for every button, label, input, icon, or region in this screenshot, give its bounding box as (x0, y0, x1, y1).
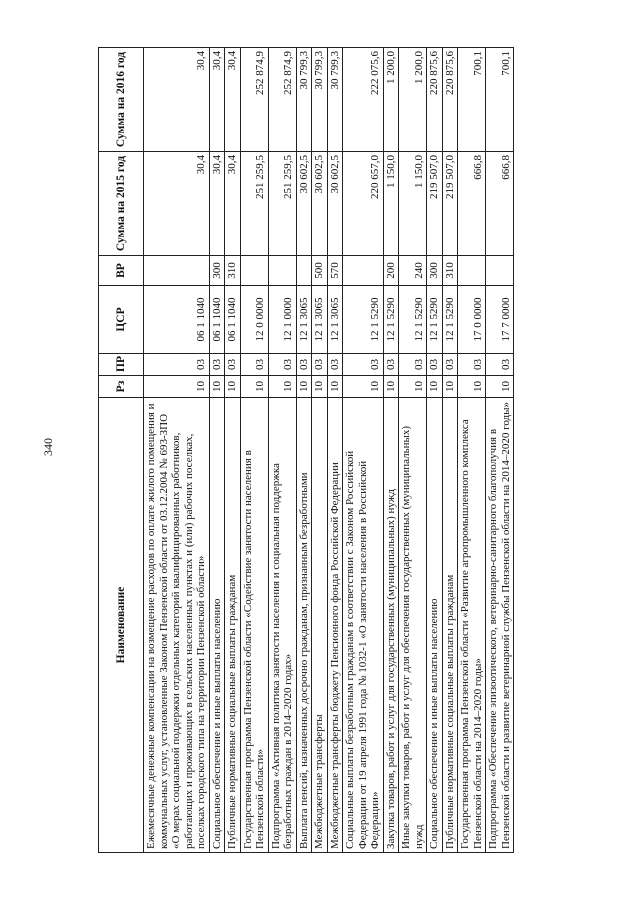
cell-sum-2016: 220 875,6 (442, 48, 458, 152)
cell-csr: 12 1 3065 (312, 286, 328, 354)
header-sum-2016: Сумма на 2016 год (99, 48, 144, 152)
table-row (268, 48, 296, 853)
cell-name: Межбюджетные трансферты (312, 398, 328, 853)
cell-name: Закупка товаров, работ и услуг для государственных (муниципальных) нужд (383, 398, 399, 853)
cell-rz: 10 (486, 376, 514, 398)
cell-sum-2015: 251 259,5 (240, 152, 268, 256)
cell-vr (458, 256, 486, 286)
cell-sum-2015: 666,8 (458, 152, 486, 256)
cell-rz: 10 (240, 376, 268, 398)
table-row (442, 48, 458, 853)
cell-sum-2015: 219 507,0 (442, 152, 458, 256)
cell-pr: 03 (343, 354, 384, 376)
cell-csr: 17 7 0000 (486, 286, 514, 354)
cell-csr: 12 1 5290 (427, 286, 443, 354)
cell-sum-2016: 222 075,6 (343, 48, 384, 152)
cell-name: Подпрограмма «Активная политика занятости населения и социальная поддержка безработных граждан в 2014–2020 годах» (268, 398, 296, 853)
cell-pr: 03 (383, 354, 399, 376)
cell-csr: 06 1 1040 (144, 286, 210, 354)
cell-sum-2016: 252 874,9 (268, 48, 296, 152)
cell-vr: 240 (399, 256, 427, 286)
cell-sum-2015: 1 150,0 (383, 152, 399, 256)
cell-vr (240, 256, 268, 286)
cell-sum-2016: 700,1 (486, 48, 514, 152)
cell-sum-2016: 30,4 (144, 48, 210, 152)
cell-name: Публичные нормативные социальные выплаты гражданам (442, 398, 458, 853)
cell-vr: 310 (225, 256, 241, 286)
header-vr: ВР (99, 256, 144, 286)
cell-vr: 300 (427, 256, 443, 286)
cell-sum-2016: 252 874,9 (240, 48, 268, 152)
cell-rz: 10 (327, 376, 343, 398)
cell-sum-2016: 30 799,3 (296, 48, 312, 152)
table-row (296, 48, 312, 853)
table-row (486, 48, 514, 853)
cell-rz: 10 (296, 376, 312, 398)
cell-csr: 06 1 1040 (209, 286, 225, 354)
cell-vr (486, 256, 514, 286)
header-rz: Рз (99, 376, 144, 398)
cell-sum-2015: 30,4 (225, 152, 241, 256)
cell-rz: 10 (225, 376, 241, 398)
cell-name: Межбюджетные трансферты бюджету Пенсионного фонда Российской Федерации (327, 398, 343, 853)
cell-csr: 12 1 0000 (268, 286, 296, 354)
cell-csr: 06 1 1040 (225, 286, 241, 354)
table-row (209, 48, 225, 853)
cell-pr: 03 (209, 354, 225, 376)
table-row (343, 48, 384, 853)
cell-csr: 12 1 5290 (343, 286, 384, 354)
table-row (144, 48, 210, 853)
cell-name: Выплата пенсий, назначенных досрочно гражданам, признанным безработными (296, 398, 312, 853)
cell-name: Социальные выплаты безработным гражданам в соответствии с Законом Российской Федерации от 19 апреля 1991 года № 1032-1 «О занятости населения в Российской Федерации» (343, 398, 384, 853)
table-row (312, 48, 328, 853)
cell-rz: 10 (383, 376, 399, 398)
cell-pr: 03 (442, 354, 458, 376)
cell-vr: 500 (312, 256, 328, 286)
cell-sum-2016: 700,1 (458, 48, 486, 152)
cell-sum-2016: 1 200,0 (399, 48, 427, 152)
cell-csr: 12 0 0000 (240, 286, 268, 354)
cell-pr: 03 (240, 354, 268, 376)
table-row (458, 48, 486, 853)
cell-sum-2015: 220 657,0 (343, 152, 384, 256)
cell-pr: 03 (225, 354, 241, 376)
budget-table (98, 47, 514, 853)
cell-sum-2015: 251 259,5 (268, 152, 296, 256)
cell-name: Социальное обеспечение и иные выплаты населению (209, 398, 225, 853)
cell-pr: 03 (327, 354, 343, 376)
header-pr: ПР (99, 354, 144, 376)
cell-sum-2015: 30,4 (144, 152, 210, 256)
cell-csr: 12 1 3065 (296, 286, 312, 354)
cell-csr: 12 1 5290 (442, 286, 458, 354)
cell-rz: 10 (343, 376, 384, 398)
table-row (240, 48, 268, 853)
cell-csr: 12 1 5290 (399, 286, 427, 354)
cell-rz: 10 (144, 376, 210, 398)
cell-rz: 10 (427, 376, 443, 398)
page-number: 340 (41, 438, 55, 456)
cell-csr: 12 1 3065 (327, 286, 343, 354)
rotated-table-container (98, 48, 551, 853)
cell-name: Государственная программа Пензенской области «Содействие занятости населения в Пензенской области» (240, 398, 268, 853)
header-csr: ЦСР (99, 286, 144, 354)
cell-vr (296, 256, 312, 286)
cell-vr (144, 256, 210, 286)
cell-pr: 03 (458, 354, 486, 376)
cell-pr: 03 (399, 354, 427, 376)
cell-vr (343, 256, 384, 286)
cell-sum-2016: 30 799,3 (312, 48, 328, 152)
cell-rz: 10 (458, 376, 486, 398)
table-row (327, 48, 343, 853)
cell-name: Ежемесячные денежные компенсации на возмещение расходов по оплате жилого помещения и коммунальных услуг, установленные Законом Пензенской области от 03.12.2004 № 693-ЗПО «О мерах социальной поддержки отдельных категорий квалифицированных работников, работающих и проживающих в сельских населенных пунктах и (или) рабочих поселках, поселках городского типа на территории Пензенской области» (144, 398, 210, 853)
table-row (383, 48, 399, 853)
cell-sum-2015: 30 602,5 (327, 152, 343, 256)
table-row (399, 48, 427, 853)
cell-sum-2015: 30 602,5 (296, 152, 312, 256)
cell-vr: 570 (327, 256, 343, 286)
cell-csr: 12 1 5290 (383, 286, 399, 354)
cell-vr: 200 (383, 256, 399, 286)
cell-sum-2015: 219 507,0 (427, 152, 443, 256)
cell-sum-2015: 666,8 (486, 152, 514, 256)
cell-pr: 03 (486, 354, 514, 376)
table-row (427, 48, 443, 853)
cell-name: Публичные нормативные социальные выплаты гражданам (225, 398, 241, 853)
cell-vr (268, 256, 296, 286)
cell-sum-2016: 30,4 (209, 48, 225, 152)
cell-name: Социальное обеспечение и иные выплаты населению (427, 398, 443, 853)
cell-pr: 03 (296, 354, 312, 376)
cell-name: Иные закупки товаров, работ и услуг для обеспечения государственных (муниципальных) нужд (399, 398, 427, 853)
cell-rz: 10 (442, 376, 458, 398)
cell-vr: 300 (209, 256, 225, 286)
cell-sum-2016: 30,4 (225, 48, 241, 152)
cell-name: Государственная программа Пензенской области «Развитие агропромышленного комплекса Пензенской области на 2014–2020 годы» (458, 398, 486, 853)
table-row (225, 48, 241, 853)
cell-rz: 10 (268, 376, 296, 398)
cell-rz: 10 (399, 376, 427, 398)
cell-sum-2016: 220 875,6 (427, 48, 443, 152)
cell-sum-2016: 30 799,3 (327, 48, 343, 152)
cell-sum-2015: 30,4 (209, 152, 225, 256)
cell-vr: 310 (442, 256, 458, 286)
cell-name: Подпрограмма «Обеспечение эпизоотического, ветеринарно-санитарного благополучия в Пензенской области и развитие ветеринарной службы Пензенской области на 2014–2020 годы» (486, 398, 514, 853)
cell-pr: 03 (144, 354, 210, 376)
table-header-row (99, 48, 144, 853)
cell-sum-2016: 1 200,0 (383, 48, 399, 152)
cell-sum-2015: 30 602,5 (312, 152, 328, 256)
cell-pr: 03 (312, 354, 328, 376)
header-name: Наименование (99, 398, 144, 853)
header-sum-2015: Сумма на 2015 год (99, 152, 144, 256)
cell-sum-2015: 1 150,0 (399, 152, 427, 256)
cell-pr: 03 (427, 354, 443, 376)
cell-rz: 10 (209, 376, 225, 398)
cell-rz: 10 (312, 376, 328, 398)
cell-pr: 03 (268, 354, 296, 376)
cell-csr: 17 0 0000 (458, 286, 486, 354)
